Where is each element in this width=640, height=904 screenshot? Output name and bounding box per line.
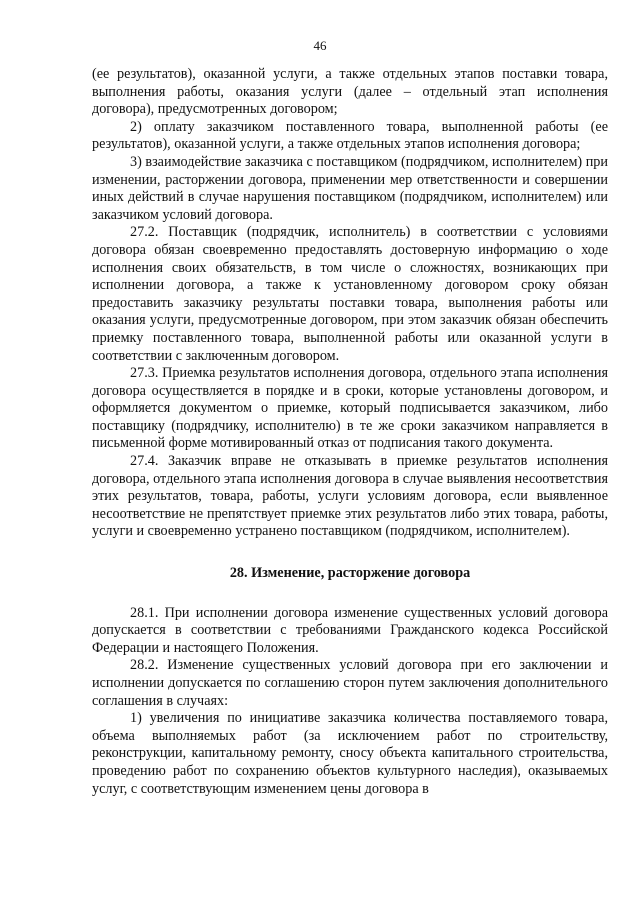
paragraph-item-2: 2) оплату заказчиком поставленного товара, выполненной работы (ее результатов), оказанной услуги, а также отдельных этапов исполнения договора; (92, 118, 608, 153)
paragraph-item-3: 3) взаимодействие заказчика с поставщиком (подрядчиком, исполнителем) при изменении, расторжении договора, применении мер ответственности и совершении иных действий в случае нарушения поставщиком (подрядчиком, исполнителем) или заказчиком условий договора. (92, 153, 608, 223)
paragraph-27-4: 27.4. Заказчик вправе не отказывать в приемке результатов исполнения договора, отдельного этапа исполнения договора в случае выявления несоответствия этих результатов, товара, работы, услуги условиям договора, если выявленное несоответствие не препятствует приемке этих результатов либо этих товара, работы, услуги и своевременно устранено поставщиком (подрядчиком, исполнителем). (92, 453, 608, 540)
paragraph-28-2-item-1: 1) увеличения по инициативе заказчика количества поставляемого товара, объема выполняемых работ (за исключением работ по строительству, реконструкции, капитальному ремонту, сносу объекта капитального строительства, проведению работ по сохранению объектов культурного наследия), оказываемых услуг, с соответствующим изменением цены договора в (92, 710, 608, 797)
page-number: 46 (313, 38, 327, 53)
document-body (92, 66, 608, 798)
paragraph-continuation: (ее результатов), оказанной услуги, а также отдельных этапов поставки товара, выполнения работы, оказания услуги (далее – отдельный этап исполнения договора), предусмотренных договором; (92, 66, 608, 118)
paragraph-28-2: 28.2. Изменение существенных условий договора при его заключении и исполнении допускается по соглашению сторон путем заключения дополнительного соглашения в случаях: (92, 657, 608, 709)
paragraph-28-1: 28.1. При исполнении договора изменение существенных условий договора допускается в соответствии с требованиями Гражданского кодекса Российской Федерации и настоящего Положения. (92, 604, 608, 656)
section-heading: 28. Изменение, расторжение договора (229, 565, 471, 582)
paragraph-27-3: 27.3. Приемка результатов исполнения договора, отдельного этапа исполнения договора осуществляется в порядке и в сроки, которые установлены договором, и оформляется документом о приемке, который подписывается заказчиком, либо поставщику (подрядчику, исполнителю) в те же сроки заказчиком направляется в письменной форме мотивированный отказ от подписания такого документа. (92, 365, 608, 452)
paragraph-27-2: 27.2. Поставщик (подрядчик, исполнитель) в соответствии с условиями договора обязан своевременно предоставлять достоверную информацию о ходе исполнения своих обязательств, в том числе о сложностях, возникающих при исполнении договора, а также к установленному договором сроку обязан предоставить заказчику результаты поставки товара, выполнения работы или оказания услуги, предусмотренные договором, при этом заказчик обязан обеспечить приемку поставленного товара, выполненной работы или оказанной услуги в соответствии с заключенным договором. (92, 224, 608, 364)
